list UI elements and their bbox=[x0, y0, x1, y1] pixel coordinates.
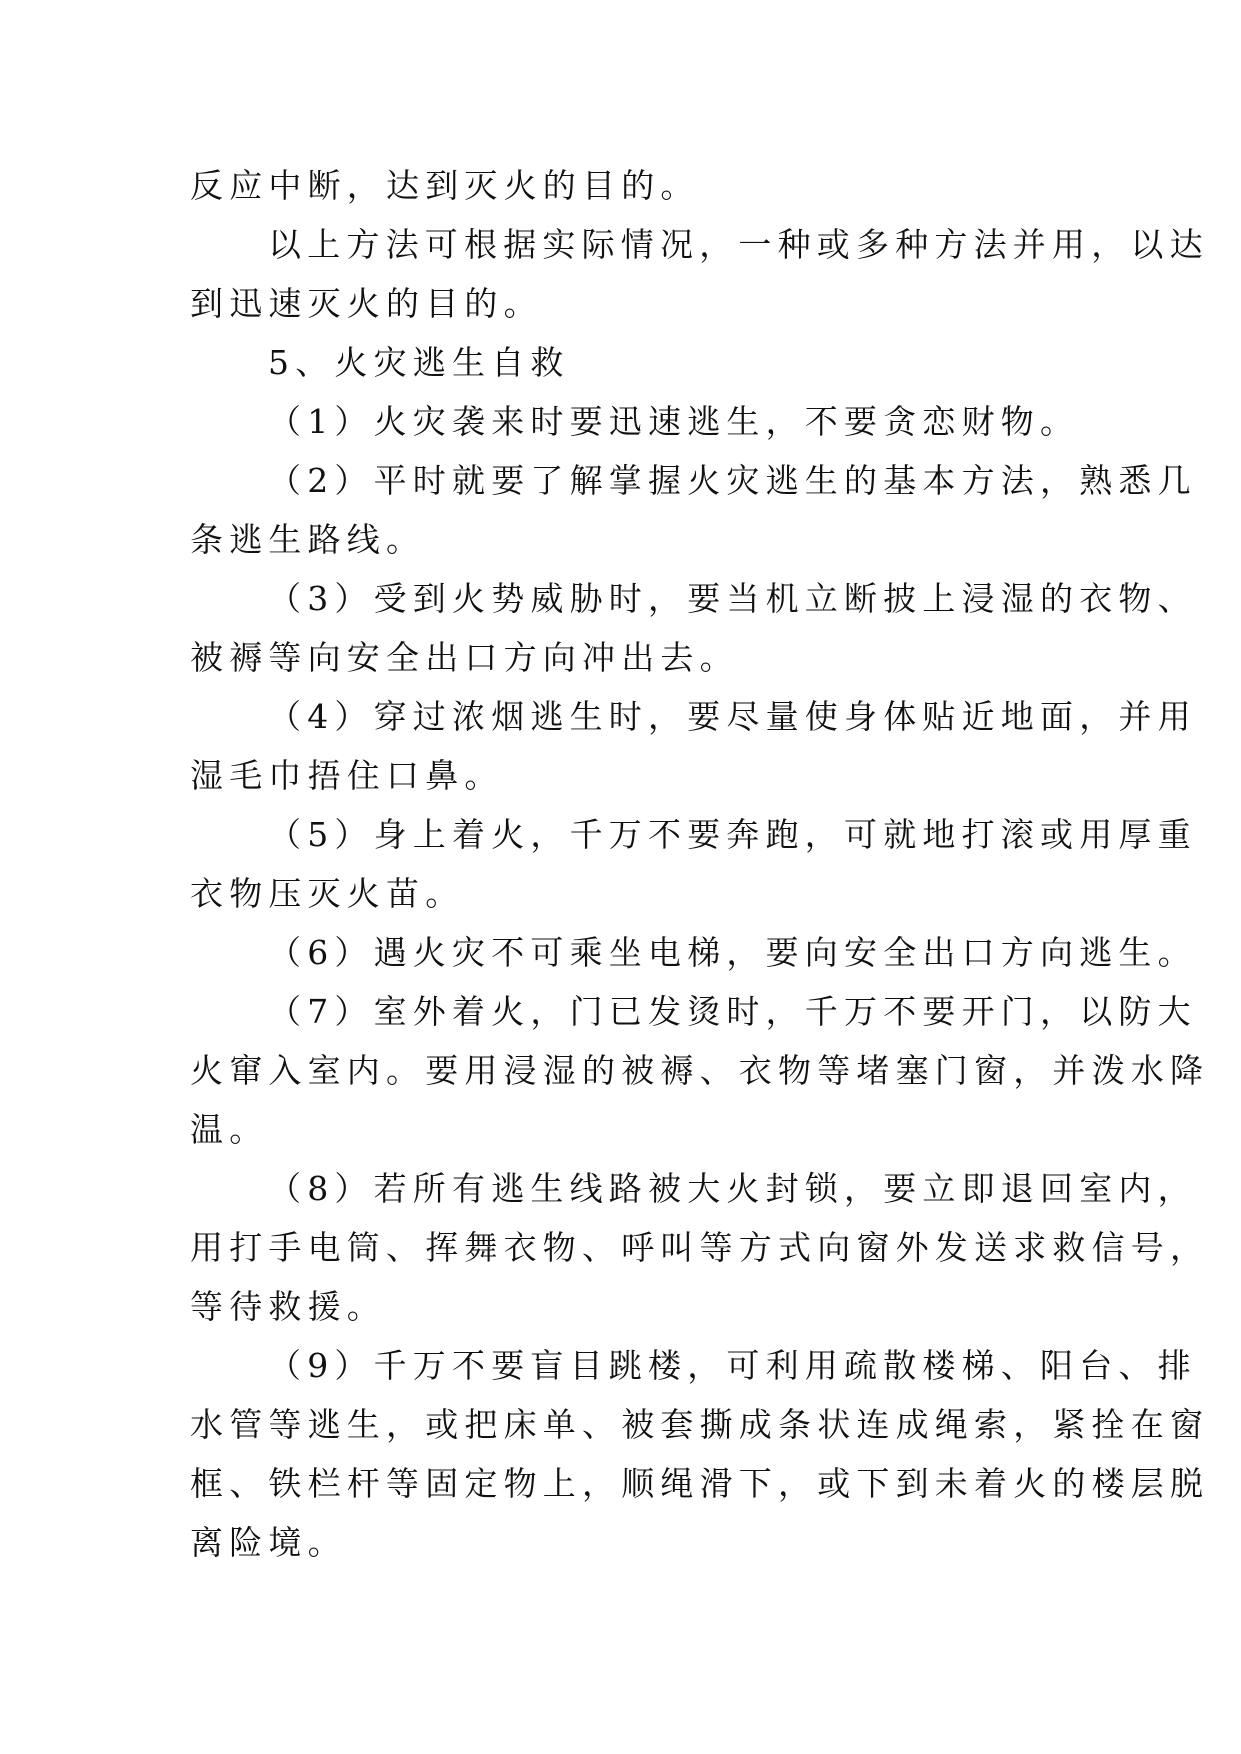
list-item: （2）平时就要了解掌握火灾逃生的基本方法，熟悉几 bbox=[268, 461, 1197, 500]
text-line: 以上方法可根据实际情况，一种或多种方法并用，以达 bbox=[268, 225, 1209, 264]
text-line: 湿毛巾捂住口鼻。 bbox=[190, 756, 504, 795]
list-item: （7）室外着火，门已发烫时，千万不要开门，以防大 bbox=[268, 992, 1197, 1031]
document-body bbox=[190, 156, 1210, 1572]
text-line: 离险境。 bbox=[190, 1523, 347, 1562]
list-item: （3）受到火势威胁时，要当机立断披上浸湿的衣物、 bbox=[268, 579, 1197, 618]
text-line: 框、铁栏杆等固定物上，顺绳滑下，或下到未着火的楼层脱 bbox=[190, 1464, 1210, 1503]
list-item: （9）千万不要盲目跳楼，可利用疏散楼梯、阳台、排 bbox=[268, 1346, 1197, 1385]
text-line: 水管等逃生，或把床单、被套撕成条状连成绳索，紧拴在窗 bbox=[190, 1405, 1210, 1444]
text-line: 温。 bbox=[190, 1110, 269, 1149]
list-item: （4）穿过浓烟逃生时，要尽量使身体贴近地面，并用 bbox=[268, 697, 1197, 736]
text-line: 等待救援。 bbox=[190, 1287, 386, 1326]
section-heading: 5、火灾逃生自救 bbox=[268, 343, 570, 382]
text-line: 衣物压灭火苗。 bbox=[190, 874, 465, 913]
list-item: （5）身上着火，千万不要奔跑，可就地打滚或用厚重 bbox=[268, 815, 1197, 854]
text-line: 被褥等向安全出口方向冲出去。 bbox=[190, 638, 739, 677]
text-line: 火窜入室内。要用浸湿的被褥、衣物等堵塞门窗，并泼水降 bbox=[190, 1051, 1210, 1090]
text-line: 到迅速灭火的目的。 bbox=[190, 284, 543, 323]
list-item: （8）若所有逃生线路被大火封锁，要立即退回室内， bbox=[268, 1169, 1197, 1208]
list-item: （6）遇火灾不可乘坐电梯，要向安全出口方向逃生。 bbox=[268, 933, 1197, 972]
text-line: 条逃生路线。 bbox=[190, 520, 426, 559]
text-line: 用打手电筒、挥舞衣物、呼叫等方式向窗外发送求救信号， bbox=[190, 1228, 1210, 1267]
text-line: 反应中断，达到灭火的目的。 bbox=[190, 166, 700, 205]
list-item: （1）火灾袭来时要迅速逃生，不要贪恋财物。 bbox=[268, 402, 1080, 441]
